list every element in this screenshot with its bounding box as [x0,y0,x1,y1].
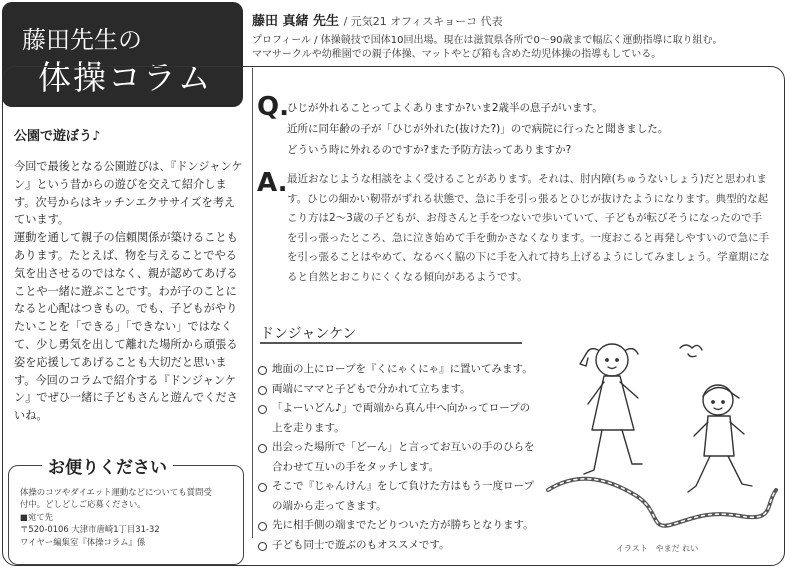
title-line2: 体操コラム [38,58,213,97]
profile-line: プロフィール / 体操競技で国体10回出場。現在は滋賀県各所で0〜90歳まで幅広く運動指導に取り組む。 [252,35,723,46]
answer-mark-label: A. [257,168,288,198]
author-profile [252,34,786,62]
game-steps [258,360,540,555]
game-step: 出会った場所で「どーん」と言ってお互いの手のひらを合わせて互いの手をタッチします。 [258,438,540,477]
author-affiliation: / 元気21 オフィスキョーコ 代表 [343,15,503,28]
question-text [287,98,785,161]
letters-line: 付中。どしどしご応募ください。 [20,499,146,510]
author-name-text: 藤田 真緒 先生 [252,14,340,29]
column-heading: 公園で遊ぼう♪ [14,129,101,144]
profile-line: ママサークルや幼稚園での親子体操、マットやとび箱も含めた幼児体操の指導もしている。 [252,49,662,60]
question-mark-label: Q. [257,92,289,122]
game-step: 先に相手側の端までたどりついた方が勝ちとなります。 [258,516,540,536]
question-line: 近所に同年齢の子が「ひじが外れた(抜けた?)」ので病院に行ったと聞きました。 [287,123,669,135]
game-step: 両端にママと子どもで分かれて立ちます。 [258,380,540,400]
title-line1: 藤田先生の [22,26,142,54]
game-heading-underline [260,342,522,344]
game-heading: ドンジャンケン [260,326,357,342]
game-step: 「よーいどん♪」で両端から真ん中へ向かってロープの上を走ります。 [258,399,540,438]
column-body [14,158,246,425]
letters-body [20,486,240,548]
letters-line: 体操のコツやダイエット運動などについても質問受 [20,487,212,497]
letters-line: ■宛て先 [20,511,54,522]
question-line: どういう時に外れるのですか?また予防方法ってありますか? [287,144,572,156]
column-paragraph: 運動を通して親子の信頼関係が築けることもあります。たとえば、物を与えることでやる気を出させるのではなく、親が認めてあげることや一緒に遊ぶことです。わが子のことになると心配はつきもの。でも、子どもがやりたいことを「できる」「できない」ではなくて、少し勇気を出して離れた場所から頑張る姿を応援してあげることも大切だと思います。今回のコラムで紹介する『ドンジャンケン』でぜひ一緒に子どもさんと遊んでくださいね。 [14,231,238,423]
answer-text: 最近おなじような相談をよく受けることがあります。それは、肘内障(ちゅうないしょう)だと思われます。ひじの細かい靭帯がずれる状態で、急に手を引っ張るとひじが抜けたようになります。典型的な起こり方は2〜3歳の子どもが、お母さんと手をつないで歩いていて、子どもが転びそうになったので手を引っ張ったところ、急に泣き始めて手を動かさなくなります。一度おこると再発しやすいので急に手を引っ張ることはやめて、なるべく脇の下に手を入れて持ち上げるようにしてみましょう。学童期になると自然とおこりにくくなる傾向があるようです。 [287,173,770,283]
children-running-illustration [540,330,780,550]
column-paragraph: 今回で最後となる公園遊びは、『ドンジャンケン』という昔からの遊びを交えて紹介します。次号からはキッチンエクササイズを考えています。 [14,160,243,227]
game-step: 子ども同士で遊ぶのもオススメです。 [258,536,540,556]
game-step: そこで『じゃんけん』をして負けた方はもう一度ロープの端から走ってきます。 [258,477,540,516]
author-name [252,10,503,29]
game-step: 地面の上にロープを『くにゃくにゃ』に置いてみます。 [258,360,540,380]
illustration-credit: イラスト やまだ れい [616,544,699,553]
question-line: ひじが外れることってよくありますか?いま2歳半の息子がいます。 [287,102,603,114]
letters-line: 〒520-0106 大津市唐崎1丁目31-32 [20,524,160,535]
letters-line: ワイヤー編集室『体操コラム』係 [20,536,146,547]
column-divider [252,68,253,538]
letters-title: お便りください [42,453,173,478]
